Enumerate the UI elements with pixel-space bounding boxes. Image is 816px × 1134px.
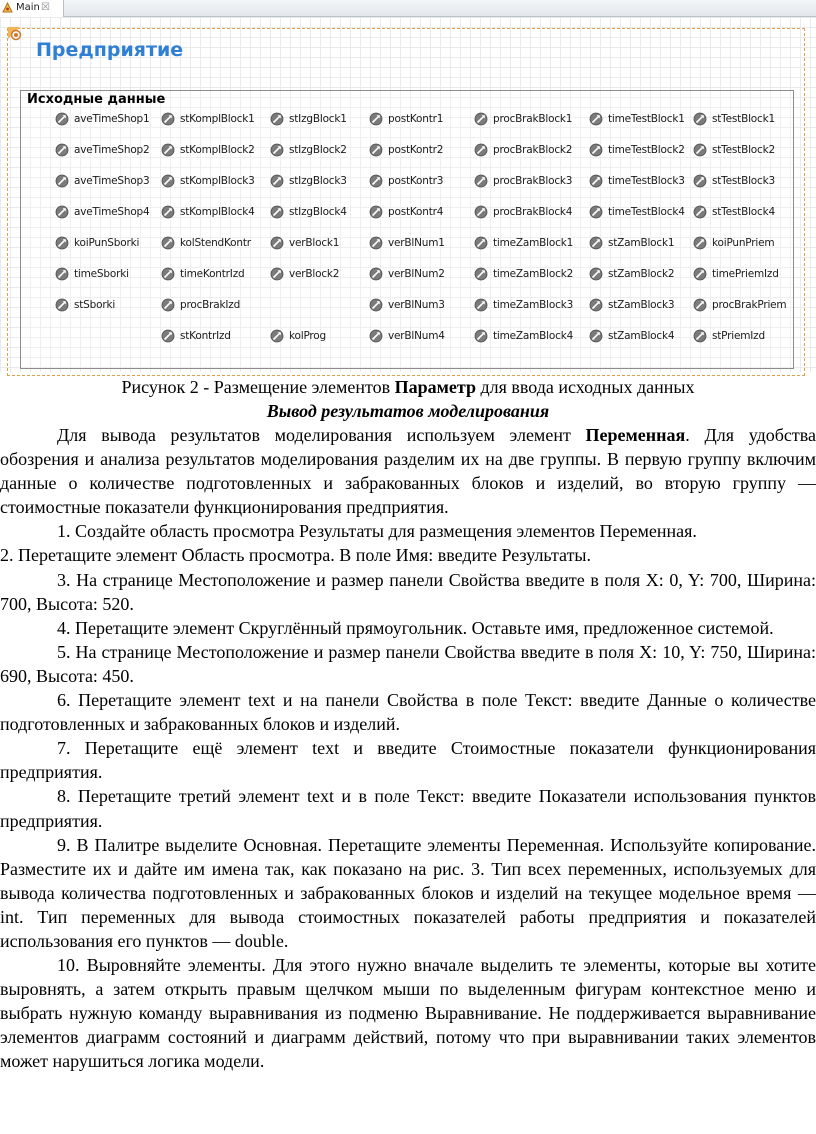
parameter-label: stIzgBlock1 [289, 113, 347, 125]
intro-text-rest: . Для удобства обозрения и анализа результатов моделирования разделим их на две группы. В первую группу включим данные о количестве подготовленных и забракованных блоков и изделий, во вторую группу — стоимостные показатели функционирования предприятия. [0, 425, 816, 518]
parameter-icon [55, 174, 69, 188]
paragraph-step-2: 2. Перетащите элемент Область просмотра. В поле Имя: введите Результаты. [0, 545, 592, 566]
parameter-label: aveTimeShop2 [74, 144, 150, 156]
parameter-icon [474, 267, 488, 281]
parameter-label: verBlNum4 [388, 330, 445, 342]
parameter-icon [161, 329, 175, 343]
parameter-icon [474, 174, 488, 188]
parameter-label: verBlNum3 [388, 299, 445, 311]
parameter-icon [589, 112, 603, 126]
parameter-icon [474, 298, 488, 312]
parameter-icon [270, 267, 284, 281]
parameter-icon [161, 112, 175, 126]
parameter-icon [161, 267, 175, 281]
parameter-label: verBlNum1 [388, 237, 445, 249]
parameter-icon [161, 205, 175, 219]
paragraph-step-1: 1. Создайте область просмотра Результаты для размещения элементов Переменная. [57, 521, 697, 542]
intro-bold: Переменная [585, 425, 686, 445]
parameter-label: procBrakBlock2 [493, 144, 573, 156]
parameter-label: stZamBlock2 [608, 268, 675, 280]
parameter-icon [369, 143, 383, 157]
parameter-label: procBrakIzd [180, 299, 241, 311]
parameter-icon [270, 329, 284, 343]
parameter-icon [693, 143, 707, 157]
parameter-icon [474, 329, 488, 343]
parameter-label: timeZamBlock2 [493, 268, 574, 280]
parameter-icon [589, 236, 603, 250]
parameter-icon [55, 267, 69, 281]
intro-text: Для вывода результатов моделирования используем элемент [57, 425, 586, 445]
parameter-icon [589, 329, 603, 343]
caption-suffix: для ввода исходных данных [475, 377, 695, 397]
parameter-icon [369, 267, 383, 281]
parameter-icon [161, 174, 175, 188]
parameter-icon [693, 329, 707, 343]
parameter-label: timeZamBlock3 [493, 299, 574, 311]
parameter-label: stPriemIzd [712, 330, 765, 342]
inputs-title: Исходные данные [27, 92, 166, 107]
parameter-icon [270, 112, 284, 126]
parameter-label: stKontrIzd [180, 330, 231, 342]
parameter-label: stZamBlock3 [608, 299, 675, 311]
parameter-icon [270, 143, 284, 157]
paragraph-step-6: 6. Перетащите элемент text и на панели Свойства в поле Текст: введите Данные о количестве подготовленных и забракованных блоков и изделий. [0, 690, 816, 735]
parameter-label: stZamBlock1 [608, 237, 675, 249]
parameter-label: stKomplBlock2 [180, 144, 255, 156]
parameter-label: koiPunSborki [74, 237, 140, 249]
parameter-label: stTestBlock1 [712, 113, 775, 125]
parameter-label: timeTestBlock3 [608, 175, 685, 187]
caption-prefix: Рисунок 2 - Размещение элементов [121, 377, 395, 397]
parameter-label: postKontr4 [388, 206, 444, 218]
parameter-label: timeTestBlock4 [608, 206, 685, 218]
parameter-label: timePriemIzd [712, 268, 779, 280]
parameter-icon [589, 143, 603, 157]
parameter-icon [55, 112, 69, 126]
parameter-icon [693, 112, 707, 126]
section-heading: Вывод результатов моделирования [266, 401, 550, 421]
parameter-icon [693, 267, 707, 281]
parameter-icon [55, 298, 69, 312]
parameter-label: aveTimeShop1 [74, 113, 150, 125]
parameter-label: timeKontrIzd [180, 268, 245, 280]
parameter-icon [474, 236, 488, 250]
paragraph-intro [0, 423, 816, 519]
parameter-label: kolStendKontr [180, 237, 251, 249]
parameter-icon [369, 329, 383, 343]
parameter-label: stIzgBlock2 [289, 144, 347, 156]
parameter-icon [55, 143, 69, 157]
parameter-icon [693, 236, 707, 250]
inputs-rectangle[interactable] [20, 90, 794, 369]
paragraph-step-9: 9. В Палитре выделите Основная. Перетащите элементы Переменная. Используйте копирование. Разместите их и дайте им имена так, как показано на рис. 3. Тип всех переменных, используемых для вывода количества подготовленных и забракованных блоков и изделий на текущее модельное время — int. Тип переменных для вывода стоимостных показателей работы предприятия и показателей использования его пунктов — double. [0, 834, 816, 951]
tab-main[interactable] [0, 0, 64, 17]
caption-bold: Параметр [394, 377, 476, 397]
parameter-label: stKomplBlock1 [180, 113, 255, 125]
parameter-label: stIzgBlock4 [289, 206, 347, 218]
figure-caption [0, 375, 816, 399]
parameter-icon [589, 267, 603, 281]
parameter-icon [369, 205, 383, 219]
parameter-icon [270, 205, 284, 219]
parameter-label: stZamBlock4 [608, 330, 675, 342]
parameter-label: kolProg [289, 330, 326, 342]
parameter-icon [589, 205, 603, 219]
parameter-label: timeTestBlock2 [608, 144, 685, 156]
parameter-label: stTestBlock2 [712, 144, 775, 156]
parameter-icon [474, 205, 488, 219]
document-body [0, 372, 816, 1074]
parameter-icon [474, 143, 488, 157]
parameter-icon [693, 174, 707, 188]
parameter-icon [161, 298, 175, 312]
parameter-icon [369, 174, 383, 188]
parameter-label: stKomplBlock3 [180, 175, 255, 187]
parameter-label: stKomplBlock4 [180, 206, 255, 218]
editor-tabbar [0, 0, 816, 17]
parameter-icon [369, 236, 383, 250]
parameter-icon [161, 236, 175, 250]
parameter-label: aveTimeShop3 [74, 175, 150, 187]
paragraph-step-4: 4. Перетащите элемент Скруглённый прямоугольник. Оставьте имя, предложенное системой. [57, 617, 774, 638]
parameter-label: procBrakBlock4 [493, 206, 573, 218]
parameter-label: postKontr2 [388, 144, 444, 156]
parameter-label: stTestBlock4 [712, 206, 775, 218]
parameter-icon [270, 174, 284, 188]
parameter-label: postKontr1 [388, 113, 444, 125]
paragraph-step-10: 10. Выровняйте элементы. Для этого нужно вначале выделить те элементы, которые вы хотите выровнять, а затем открыть правым щелчком мыши по выделенным фигурам контекстное меню и выбрать нужную команду выравнивания из подменю Выравнивание. Не поддерживается выравнивание элементов диаграмм состояний и диаграмм действий, потому что при выравнивании таких элементов может нарушиться логика модели. [0, 955, 816, 1072]
parameter-label: verBlock1 [289, 237, 340, 249]
parameter-label: stIzgBlock3 [289, 175, 347, 187]
parameter-label: stSborki [74, 299, 116, 311]
parameter-label: procBrakPriem [712, 299, 787, 311]
parameter-label: postKontr3 [388, 175, 444, 187]
model-canvas[interactable] [0, 17, 816, 372]
parameter-icon [369, 112, 383, 126]
paragraph-step-3: 3. На странице Местоположение и размер панели Свойства введите в поля X: 0, Y: 700, Ширина: 700, Высота: 520. [0, 569, 816, 614]
agent-icon [2, 2, 13, 13]
parameter-label: stTestBlock3 [712, 175, 775, 187]
paragraph-step-5: 5. На странице Местоположение и размер панели Свойства введите в поля X: 10, Y: 750, Ширина: 690, Высота: 450. [0, 641, 816, 686]
parameter-label: timeSborki [74, 268, 129, 280]
parameter-icon [369, 298, 383, 312]
close-icon[interactable]: ☒ [41, 2, 50, 13]
tab-main-label: Main [16, 2, 40, 13]
origin-marker-icon [7, 26, 25, 44]
paragraph-step-7: 7. Перетащите ещё элемент text и введите Стоимостные показатели функционирования предприятия. [0, 738, 816, 783]
parameter-icon [55, 236, 69, 250]
parameter-label: verBlock2 [289, 268, 340, 280]
paragraph-step-8: 8. Перетащите третий элемент text и в поле Текст: введите Показатели использования пунктов предприятия. [0, 786, 816, 831]
parameter-icon [270, 236, 284, 250]
parameter-icon [55, 205, 69, 219]
parameter-label: verBlNum2 [388, 268, 445, 280]
parameter-label: procBrakBlock3 [493, 175, 573, 187]
parameter-label: timeZamBlock4 [493, 330, 574, 342]
parameter-icon [474, 112, 488, 126]
parameter-label: timeZamBlock1 [493, 237, 574, 249]
parameter-label: aveTimeShop4 [74, 206, 150, 218]
parameter-label: timeTestBlock1 [608, 113, 685, 125]
parameter-label: koiPunPriem [712, 237, 775, 249]
parameter-icon [589, 298, 603, 312]
parameter-label: procBrakBlock1 [493, 113, 573, 125]
model-title: Предприятие [36, 39, 184, 61]
parameter-icon [161, 143, 175, 157]
parameter-icon [693, 205, 707, 219]
parameter-icon [589, 174, 603, 188]
parameter-icon [693, 298, 707, 312]
